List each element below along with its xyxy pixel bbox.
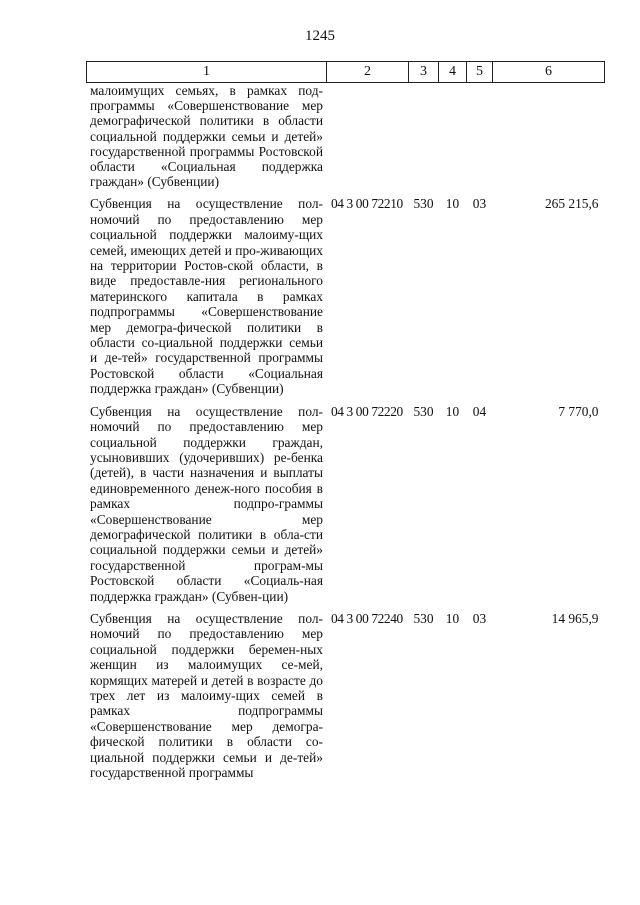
row-description: Субвенция на осуществление пол-номочий по предоставлению мер социальной поддержки малоиму-щих семей, имеющих детей и про-живающих на территории Ростов-ской области, в виде предоставле-ния регионального материнского капитала в рамках подпрограммы «Совершенствование мер демогра-фической политики в области со-циальной поддержки семьи и де-тей» государственной программы Ростовской области «Социальная поддержка граждан» (Субвенции) bbox=[90, 196, 323, 397]
row-col4 bbox=[439, 83, 467, 195]
row-col5: 03 bbox=[472, 610, 487, 626]
table-row bbox=[87, 83, 605, 195]
column-header-3: 3 bbox=[409, 62, 439, 83]
row-col4: 10 bbox=[445, 196, 460, 212]
table-row bbox=[87, 402, 605, 609]
row-description: Субвенция на осуществление пол-номочий по предоставлению мер социальной поддержки беремен-ных женщин из малоимущих се-мей, кормящих матерей и детей в возрасте до трех лет из малоиму-щих семей в рамках подпрограммы «Совершенствование мер демогра-фической политики в области со-циальной поддержки семьи и де-тей» государственной программы bbox=[90, 610, 323, 781]
row-amount: 14 965,9 bbox=[551, 610, 599, 626]
row-amount: 7 770,0 bbox=[558, 403, 599, 419]
row-col4: 10 bbox=[445, 610, 460, 626]
row-col3: 530 bbox=[413, 403, 434, 419]
row-code: 04 3 00 72220 bbox=[331, 403, 403, 419]
column-header-4: 4 bbox=[439, 62, 467, 83]
table-row bbox=[87, 609, 605, 785]
column-header-2: 2 bbox=[327, 62, 409, 83]
table-header-row bbox=[87, 62, 605, 83]
row-col3 bbox=[409, 83, 439, 195]
row-col4: 10 bbox=[445, 403, 460, 419]
row-code bbox=[327, 83, 409, 195]
row-amount: 265 215,6 bbox=[544, 196, 599, 212]
row-code: 04 3 00 72240 bbox=[331, 610, 403, 626]
row-description: малоимущих семьях, в рамках под-программы «Совершенствование мер демографической политики в области социальной поддержки семьи и детей» государственной программы Ростовской области «Социальная поддержка граждан» (Субвенции) bbox=[90, 83, 323, 190]
column-header-1: 1 bbox=[87, 62, 327, 83]
row-col5 bbox=[467, 83, 493, 195]
row-col5: 04 bbox=[472, 403, 487, 419]
column-header-6: 6 bbox=[493, 62, 605, 83]
column-header-5: 5 bbox=[467, 62, 493, 83]
row-description: Субвенция на осуществление пол-номочий по предоставлению мер социальной поддержки граждан, усыновивших (удочеривших) ре-бенка (детей), в части назначения и выплаты единовременного денеж-ного пособия в рамках подпро-граммы «Совершенствование мер демографической политики в обла-сти социальной поддержки семьи и детей» государственной програм-мы Ростовской области «Социаль-ная поддержка граждан» (Субвен-ции) bbox=[90, 403, 323, 604]
page-number: 1245 bbox=[305, 28, 335, 44]
row-col3: 530 bbox=[413, 196, 434, 212]
row-amount bbox=[493, 83, 605, 195]
row-col3: 530 bbox=[413, 610, 434, 626]
table-row bbox=[87, 194, 605, 401]
budget-table bbox=[86, 61, 605, 785]
row-col5: 03 bbox=[472, 196, 487, 212]
row-code: 04 3 00 72210 bbox=[331, 196, 403, 212]
